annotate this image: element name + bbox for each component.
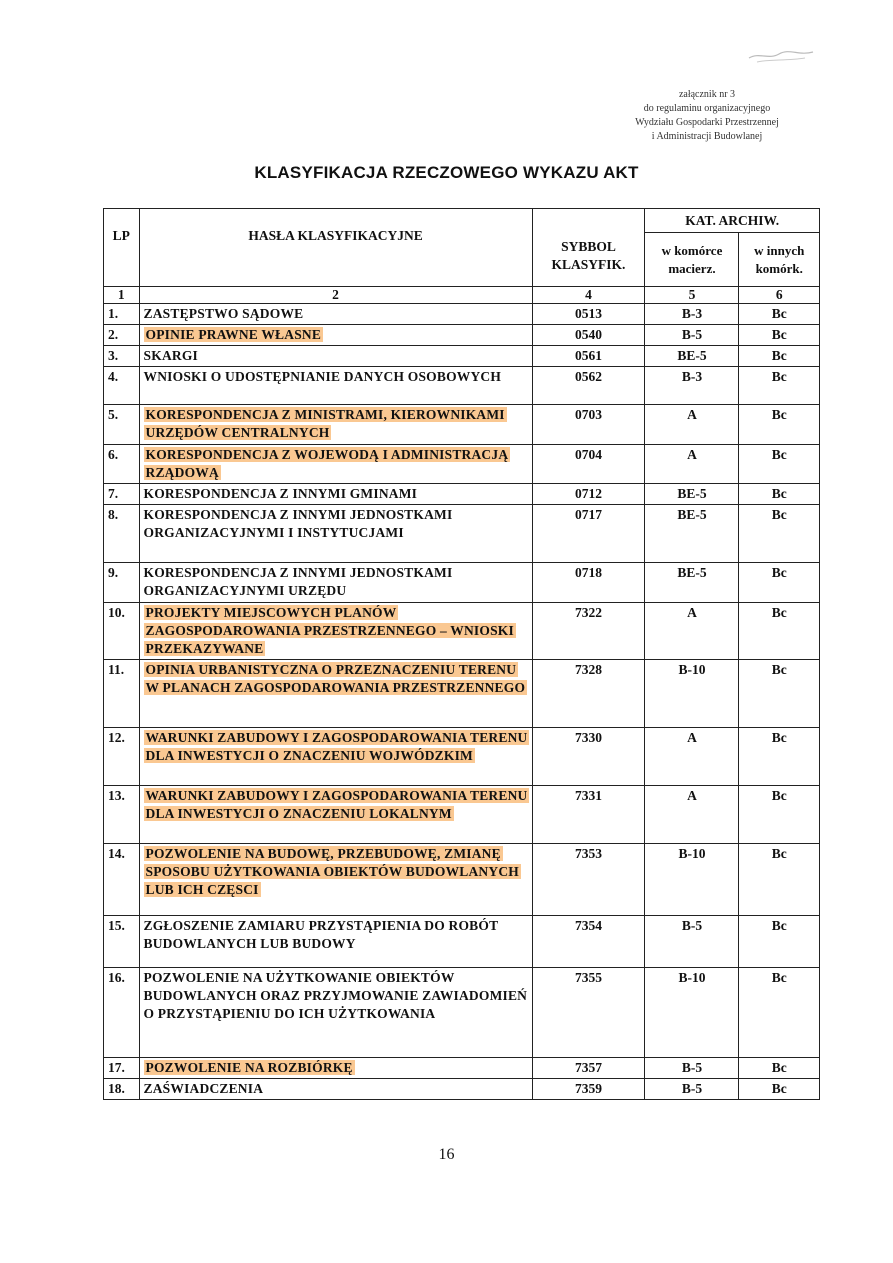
annex-line: załącznik nr 3 [678, 89, 736, 100]
archive-category-macierz-cell: BE-5 [645, 346, 739, 367]
archive-category-macierz-cell: B-3 [645, 304, 739, 325]
highlighted-text: KORESPONDENCJA Z MINISTRAMI, KIEROWNIKAMI URZĘDÓW CENTRALNYCH [145, 407, 505, 440]
table-row [104, 346, 820, 367]
archive-category-innych-cell: Bc [739, 786, 820, 844]
archive-category-innych-cell: Bc [739, 563, 820, 603]
row-number-cell: 11. [104, 660, 140, 728]
row-number-cell: 18. [104, 1079, 140, 1100]
page-number: 16 [438, 1146, 455, 1163]
archive-category-macierz-cell: B-10 [645, 844, 739, 916]
symbol-cell: 0703 [532, 405, 645, 445]
row-number-cell: 1. [104, 304, 140, 325]
annex-line: i Administracji Budowlanej [651, 131, 763, 142]
symbol-cell: 7328 [532, 660, 645, 728]
highlighted-text: PROJEKTY MIEJSCOWYCH PLANÓW ZAGOSPODAROWANIA PRZESTRZENNEGO – WNIOSKI PRZEKAZYWANE [145, 605, 514, 656]
classification-name-cell: WNIOSKI O UDOSTĘPNIANIE DANYCH OSOBOWYCH [139, 367, 532, 405]
archive-category-macierz-cell: BE-5 [645, 505, 739, 563]
symbol-cell: 0712 [532, 484, 645, 505]
table-row [104, 484, 820, 505]
table-row [104, 968, 820, 1058]
column-number-cell: 5 [645, 287, 739, 304]
row-number-cell: 7. [104, 484, 140, 505]
symbol-cell: 7357 [532, 1058, 645, 1079]
archive-category-macierz-cell: A [645, 786, 739, 844]
archive-category-macierz-cell: B-3 [645, 367, 739, 405]
symbol-cell: 0718 [532, 563, 645, 603]
archive-category-macierz-cell: B-5 [645, 1079, 739, 1100]
column-number-cell: 1 [104, 287, 140, 304]
archive-category-macierz-cell: B-5 [645, 325, 739, 346]
archive-category-innych-cell: Bc [739, 505, 820, 563]
row-number-cell: 9. [104, 563, 140, 603]
classification-name-cell [139, 786, 532, 844]
archive-category-innych-cell: Bc [739, 728, 820, 786]
highlighted-text: OPINIE PRAWNE WŁASNE [145, 327, 322, 342]
table-row [104, 445, 820, 484]
table-row [104, 728, 820, 786]
header-symbol: SYBBOL KLASYFIK. [532, 209, 645, 287]
row-number-cell: 10. [104, 603, 140, 660]
pen-scribble-mark [747, 46, 817, 66]
classification-name-cell [139, 660, 532, 728]
highlighted-text: OPINIA URBANISTYCZNA O PRZEZNACZENIU TERENU W PLANACH ZAGOSPODAROWANIA PRZESTRZENNEGO [145, 662, 526, 695]
archive-category-macierz-cell: A [645, 405, 739, 445]
row-number-cell: 12. [104, 728, 140, 786]
column-number-cell: 2 [139, 287, 532, 304]
archive-category-macierz-cell: BE-5 [645, 563, 739, 603]
archive-category-innych-cell: Bc [739, 325, 820, 346]
table-row [104, 786, 820, 844]
archive-category-innych-cell: Bc [739, 603, 820, 660]
table-row [104, 505, 820, 563]
row-number-cell: 3. [104, 346, 140, 367]
row-number-cell: 5. [104, 405, 140, 445]
classification-name-cell: KORESPONDENCJA Z INNYMI GMINAMI [139, 484, 532, 505]
classification-name-cell: KORESPONDENCJA Z INNYMI JEDNOSTKAMI ORGANIZACYJNYMI I INSTYTUCJAMI [139, 505, 532, 563]
archive-category-macierz-cell: A [645, 445, 739, 484]
classification-name-cell [139, 1058, 532, 1079]
highlighted-text: POZWOLENIE NA ROZBIÓRKĘ [145, 1060, 353, 1075]
row-number-cell: 17. [104, 1058, 140, 1079]
table-row [104, 304, 820, 325]
symbol-cell: 7331 [532, 786, 645, 844]
archive-category-macierz-cell: B-10 [645, 660, 739, 728]
header-kat-macierz: w komórce macierz. [645, 233, 739, 287]
archive-category-innych-cell: Bc [739, 916, 820, 968]
row-number-cell: 6. [104, 445, 140, 484]
symbol-cell: 0562 [532, 367, 645, 405]
archive-category-innych-cell: Bc [739, 1079, 820, 1100]
classification-name-cell [139, 405, 532, 445]
table-row [104, 325, 820, 346]
table-body [104, 304, 820, 1100]
highlighted-text: KORESPONDENCJA Z WOJEWODĄ I ADMINISTRACJĄ RZĄDOWĄ [145, 447, 509, 480]
archive-category-macierz-cell: A [645, 728, 739, 786]
header-kat-innych: w innych komórk. [739, 233, 820, 287]
highlighted-text: WARUNKI ZABUDOWY I ZAGOSPODAROWANIA TERENU DLA INWESTYCJI O ZNACZENIU WOJWÓDZKIM [145, 730, 528, 763]
archive-category-innych-cell: Bc [739, 346, 820, 367]
table-row [104, 603, 820, 660]
table-row [104, 1058, 820, 1079]
row-number-cell: 13. [104, 786, 140, 844]
annex-line: do regulaminu organizacyjnego [643, 103, 771, 114]
highlighted-text: POZWOLENIE NA BUDOWĘ, PRZEBUDOWĘ, ZMIANĘ SPOSOBU UŻYTKOWANIA OBIEKTÓW BUDOWLANYCH LUB ICH CZĘSCI [145, 846, 519, 897]
classification-name-cell: POZWOLENIE NA UŻYTKOWANIE OBIEKTÓW BUDOWLANYCH ORAZ PRZYJMOWANIE ZAWIADOMIEŃ O PRZYSTĄPIENIU DO ICH UŻYTKOWANIA [139, 968, 532, 1058]
table-row [104, 563, 820, 603]
table-row [104, 916, 820, 968]
archive-category-macierz-cell: B-10 [645, 968, 739, 1058]
table-row [104, 367, 820, 405]
archive-category-macierz-cell: BE-5 [645, 484, 739, 505]
table-row [104, 844, 820, 916]
column-number-cell: 6 [739, 287, 820, 304]
archive-category-innych-cell: Bc [739, 405, 820, 445]
table-row [104, 1079, 820, 1100]
classification-name-cell [139, 325, 532, 346]
row-number-cell: 4. [104, 367, 140, 405]
classification-table [103, 208, 820, 1100]
archive-category-innych-cell: Bc [739, 844, 820, 916]
symbol-cell: 7322 [532, 603, 645, 660]
annex-note [607, 88, 807, 144]
symbol-cell: 7355 [532, 968, 645, 1058]
archive-category-innych-cell: Bc [739, 660, 820, 728]
table-row [104, 405, 820, 445]
row-number-cell: 16. [104, 968, 140, 1058]
table-row [104, 660, 820, 728]
archive-category-innych-cell: Bc [739, 367, 820, 405]
archive-category-innych-cell: Bc [739, 1058, 820, 1079]
header-kat-archiw: KAT. ARCHIW. [645, 209, 820, 233]
symbol-cell: 0540 [532, 325, 645, 346]
highlighted-text: WARUNKI ZABUDOWY I ZAGOSPODAROWANIA TERENU DLA INWESTYCJI O ZNACZENIU LOKALNYM [145, 788, 528, 821]
column-number-cell: 4 [532, 287, 645, 304]
archive-category-macierz-cell: B-5 [645, 1058, 739, 1079]
symbol-cell: 0717 [532, 505, 645, 563]
symbol-cell: 0704 [532, 445, 645, 484]
classification-name-cell: SKARGI [139, 346, 532, 367]
row-number-cell: 8. [104, 505, 140, 563]
header-name: HASŁA KLASYFIKACYJNE [139, 209, 532, 287]
row-number-cell: 14. [104, 844, 140, 916]
classification-name-cell [139, 728, 532, 786]
archive-category-innych-cell: Bc [739, 968, 820, 1058]
archive-category-macierz-cell: A [645, 603, 739, 660]
classification-name-cell [139, 844, 532, 916]
archive-category-innych-cell: Bc [739, 445, 820, 484]
symbol-cell: 7359 [532, 1079, 645, 1100]
header-lp: LP [104, 209, 140, 287]
archive-category-macierz-cell: B-5 [645, 916, 739, 968]
archive-category-innych-cell: Bc [739, 484, 820, 505]
column-number-row [104, 287, 820, 304]
classification-name-cell [139, 445, 532, 484]
row-number-cell: 15. [104, 916, 140, 968]
classification-name-cell: ZASTĘPSTWO SĄDOWE [139, 304, 532, 325]
symbol-cell: 7330 [532, 728, 645, 786]
classification-name-cell: ZAŚWIADCZENIA [139, 1079, 532, 1100]
classification-name-cell: ZGŁOSZENIE ZAMIARU PRZYSTĄPIENIA DO ROBÓT BUDOWLANYCH LUB BUDOWY [139, 916, 532, 968]
symbol-cell: 7354 [532, 916, 645, 968]
symbol-cell: 0513 [532, 304, 645, 325]
symbol-cell: 0561 [532, 346, 645, 367]
symbol-cell: 7353 [532, 844, 645, 916]
classification-name-cell [139, 603, 532, 660]
archive-category-innych-cell: Bc [739, 304, 820, 325]
row-number-cell: 2. [104, 325, 140, 346]
annex-line: Wydziału Gospodarki Przestrzennej [635, 117, 779, 128]
document-title: KLASYFIKACJA RZECZOWEGO WYKAZU AKT [254, 163, 639, 182]
classification-name-cell: KORESPONDENCJA Z INNYMI JEDNOSTKAMI ORGANIZACYJNYMI URZĘDU [139, 563, 532, 603]
